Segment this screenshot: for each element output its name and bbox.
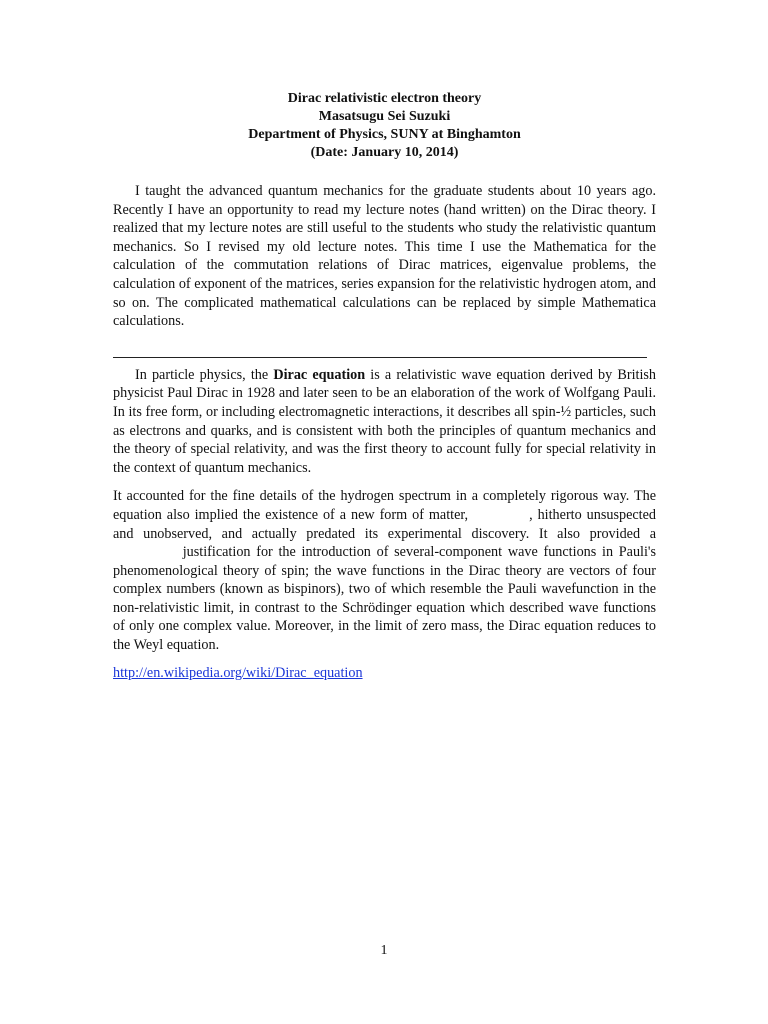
document-title: Dirac relativistic electron theory [287, 91, 482, 106]
history-text-part-3: justification for the introduction of several-component wave functions in Pauli's phenomenological theory of spin; the wave functions in the Dirac theory are vectors of four complex numbers (known as bispinors), two of which resemble the Pauli wavefunction in the non-relativistic limit, in contrast to the Schrödinger equation which described wave functions of only one complex value. Moreover, in the limit of zero mass, the Dirac equation reduces to the Weyl equation. [113, 544, 656, 654]
definition-text-end: is a relativistic wave equation derived by British physicist Paul Dirac in 1928 and later seen to be an elaboration of the work of Wolfgang Pauli. In its free form, or including electromagnetic interactions, it describes all spin-½ particles, such as electrons and quarks, and is consistent with both the principles of quantum mechanics and the theory of special relativity, and was the first theory to account fully for special relativity in the context of quantum mechanics. [113, 366, 657, 476]
dirac-history-paragraph [113, 487, 656, 654]
history-text-part-1: It accounted for the fine details of the hydrogen spectrum in a completely rigorous way. The equation also implied the existence of a new form of matter, [113, 488, 656, 523]
wikipedia-link[interactable]: http://en.wikipedia.org/wiki/Dirac_equation [113, 664, 363, 681]
definition-text-start: In particle physics, the [135, 366, 274, 383]
department-name: Department of Physics, SUNY at Binghamton [248, 127, 521, 142]
section-divider [113, 357, 647, 358]
document-date: (Date: January 10, 2014) [310, 145, 459, 160]
dirac-definition-paragraph [113, 366, 656, 478]
intro-paragraph: I taught the advanced quantum mechanics for the graduate students about 10 years ago. Recently I have an opportunity to read my lecture notes (hand written) on the Dirac theory. I realized that my lecture notes are still useful to the students who study the relativistic quantum mechanics. So I revised my old lecture notes. This time I use the Mathematica for the calculation of the commutation relations of Dirac matrices, eigenvalue problems, the calculation of exponent of the matrices, series expansion for the relativistic hydrogen atom, and so on. The complicated mathematical calculations can be replaced by simple Mathematica calculations. [113, 183, 656, 330]
document-page [113, 90, 656, 682]
author-name: Masatsugu Sei Suzuki [318, 109, 451, 124]
document-header [113, 90, 656, 162]
dirac-equation-term: Dirac equation [273, 366, 366, 383]
page-number: 1 [380, 943, 388, 958]
history-text-part-2: , hitherto unsuspected and unobserved, and actually predated its experimental discovery. It also provided a [113, 506, 657, 542]
